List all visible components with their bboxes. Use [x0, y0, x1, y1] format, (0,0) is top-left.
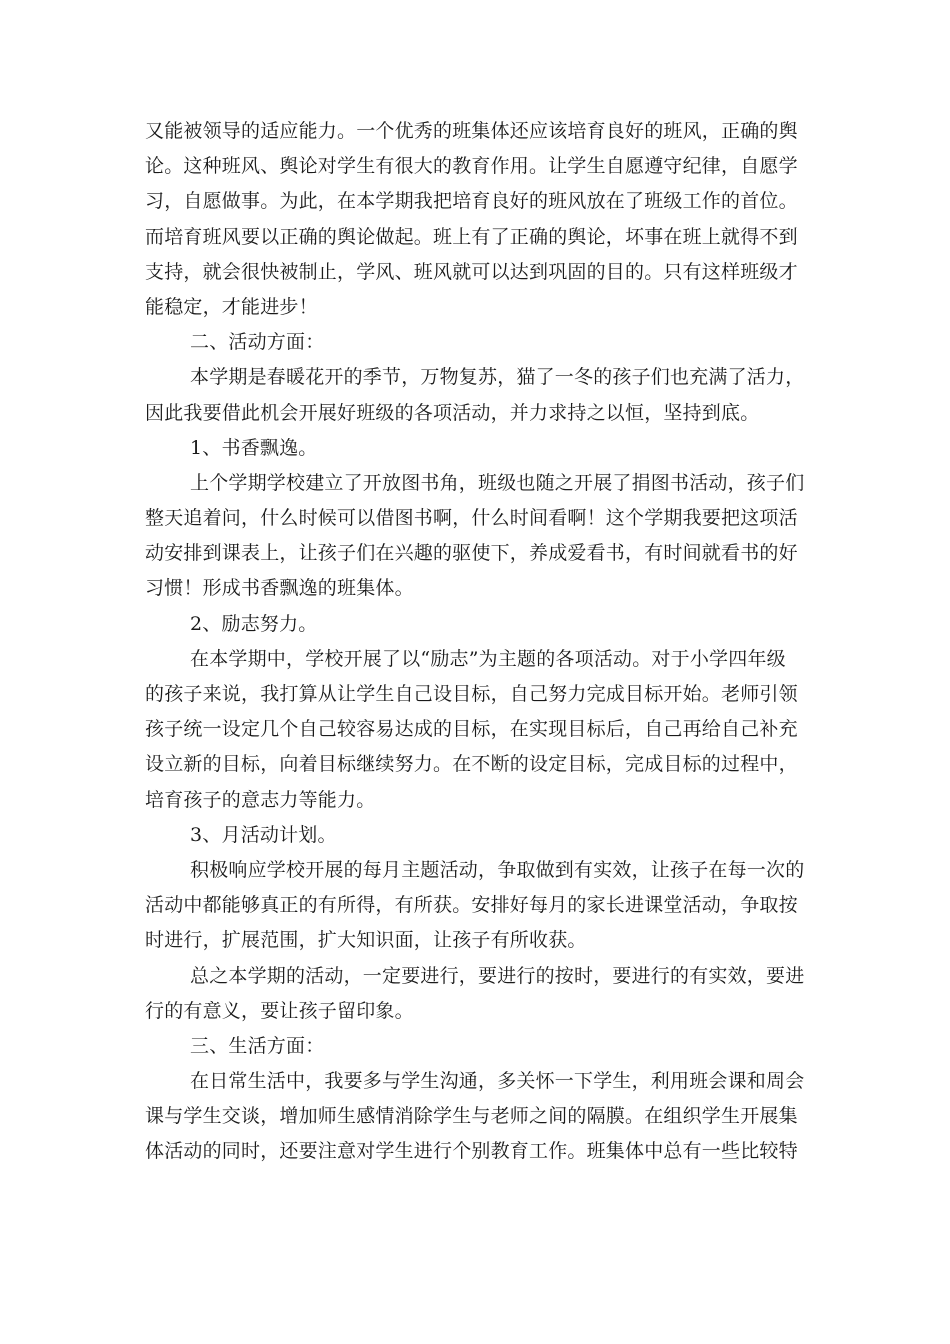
- text-line: 积极响应学校开展的每月主题活动，争取做到有实效，让孩子在每一次的: [190, 858, 805, 881]
- text-line: 整天追着问，什么时候可以借图书啊，什么时间看啊！这个学期我要把这项活: [145, 507, 798, 530]
- text-line: 支持，就会很快被制止，学风、班风就可以达到巩固的目的。只有这样班级才: [145, 260, 798, 283]
- text-line: 课与学生交谈，增加师生感情消除学生与老师之间的隔膜。在组织学生开展集: [145, 1105, 798, 1128]
- text-line: 的孩子来说，我打算从让学生自己设目标，自己努力完成目标开始。老师引领: [145, 683, 798, 705]
- text-line: 时进行，扩展范围，扩大知识面，让孩子有所收获。: [145, 929, 587, 952]
- section-heading: 二、活动方面：: [190, 331, 325, 354]
- text-line: 习，自愿做事。为此，在本学期我把培育良好的班风放在了班级工作的首位。: [145, 190, 798, 213]
- subsection-heading: 3、月活动计划。: [190, 823, 337, 846]
- text-line: 在本学期中，学校开展了以“励志”为主题的各项活动。对于小学四年级: [190, 647, 786, 670]
- text-line: 在日常生活中，我要多与学生沟通，多关怀一下学生，利用班会课和周会: [190, 1070, 805, 1093]
- text-line: 习惯！形成书香飘逸的班集体。: [145, 577, 414, 600]
- text-line: 论。这种班风、舆论对学生有很大的教育作用。让学生自愿遵守纪律，自愿学: [145, 155, 798, 178]
- text-line: 活动中都能够真正的有所得，有所获。安排好每月的家长进课堂活动，争取按: [145, 894, 798, 917]
- text-line: 因此我要借此机会开展好班级的各项活动，并力求持之以恒，坚持到底。: [145, 401, 760, 424]
- text-line: 能稳定，才能进步！: [145, 295, 318, 318]
- section-heading: 三、生活方面：: [190, 1034, 325, 1057]
- text-line: 行的有意义，要让孩子留印象。: [145, 999, 414, 1022]
- document-body: [145, 114, 810, 1170]
- text-line: 又能被领导的适应能力。一个优秀的班集体还应该培育良好的班风，正确的舆: [145, 120, 798, 142]
- text-line: 而培育班风要以正确的舆论做起。班上有了正确的舆论，坏事在班上就得不到: [145, 225, 798, 248]
- text-line: 设立新的目标，向着目标继续努力。在不断的设定目标，完成目标的过程中，: [145, 753, 798, 776]
- text-line: 动安排到课表上，让孩子们在兴趣的驱使下，养成爱看书，有时间就看书的好: [145, 542, 798, 565]
- text-line: 孩子统一设定几个自己较容易达成的目标，在实现目标后，自己再给自己补充: [145, 718, 798, 741]
- text-line: 上个学期学校建立了开放图书角，班级也随之开展了捐图书活动，孩子们: [190, 471, 805, 494]
- subsection-heading: 1、书香飘逸。: [190, 436, 318, 459]
- text-line: 总之本学期的活动，一定要进行，要进行的按时，要进行的有实效，要进: [190, 964, 805, 987]
- text-line: 培育孩子的意志力等能力。: [145, 788, 376, 811]
- text-line: 本学期是春暖花开的季节，万物复苏，猫了一冬的孩子们也充满了活力，: [190, 366, 805, 389]
- subsection-heading: 2、励志努力。: [190, 612, 318, 635]
- text-line: 体活动的同时，还要注意对学生进行个别教育工作。班集体中总有一些比较特: [145, 1140, 798, 1163]
